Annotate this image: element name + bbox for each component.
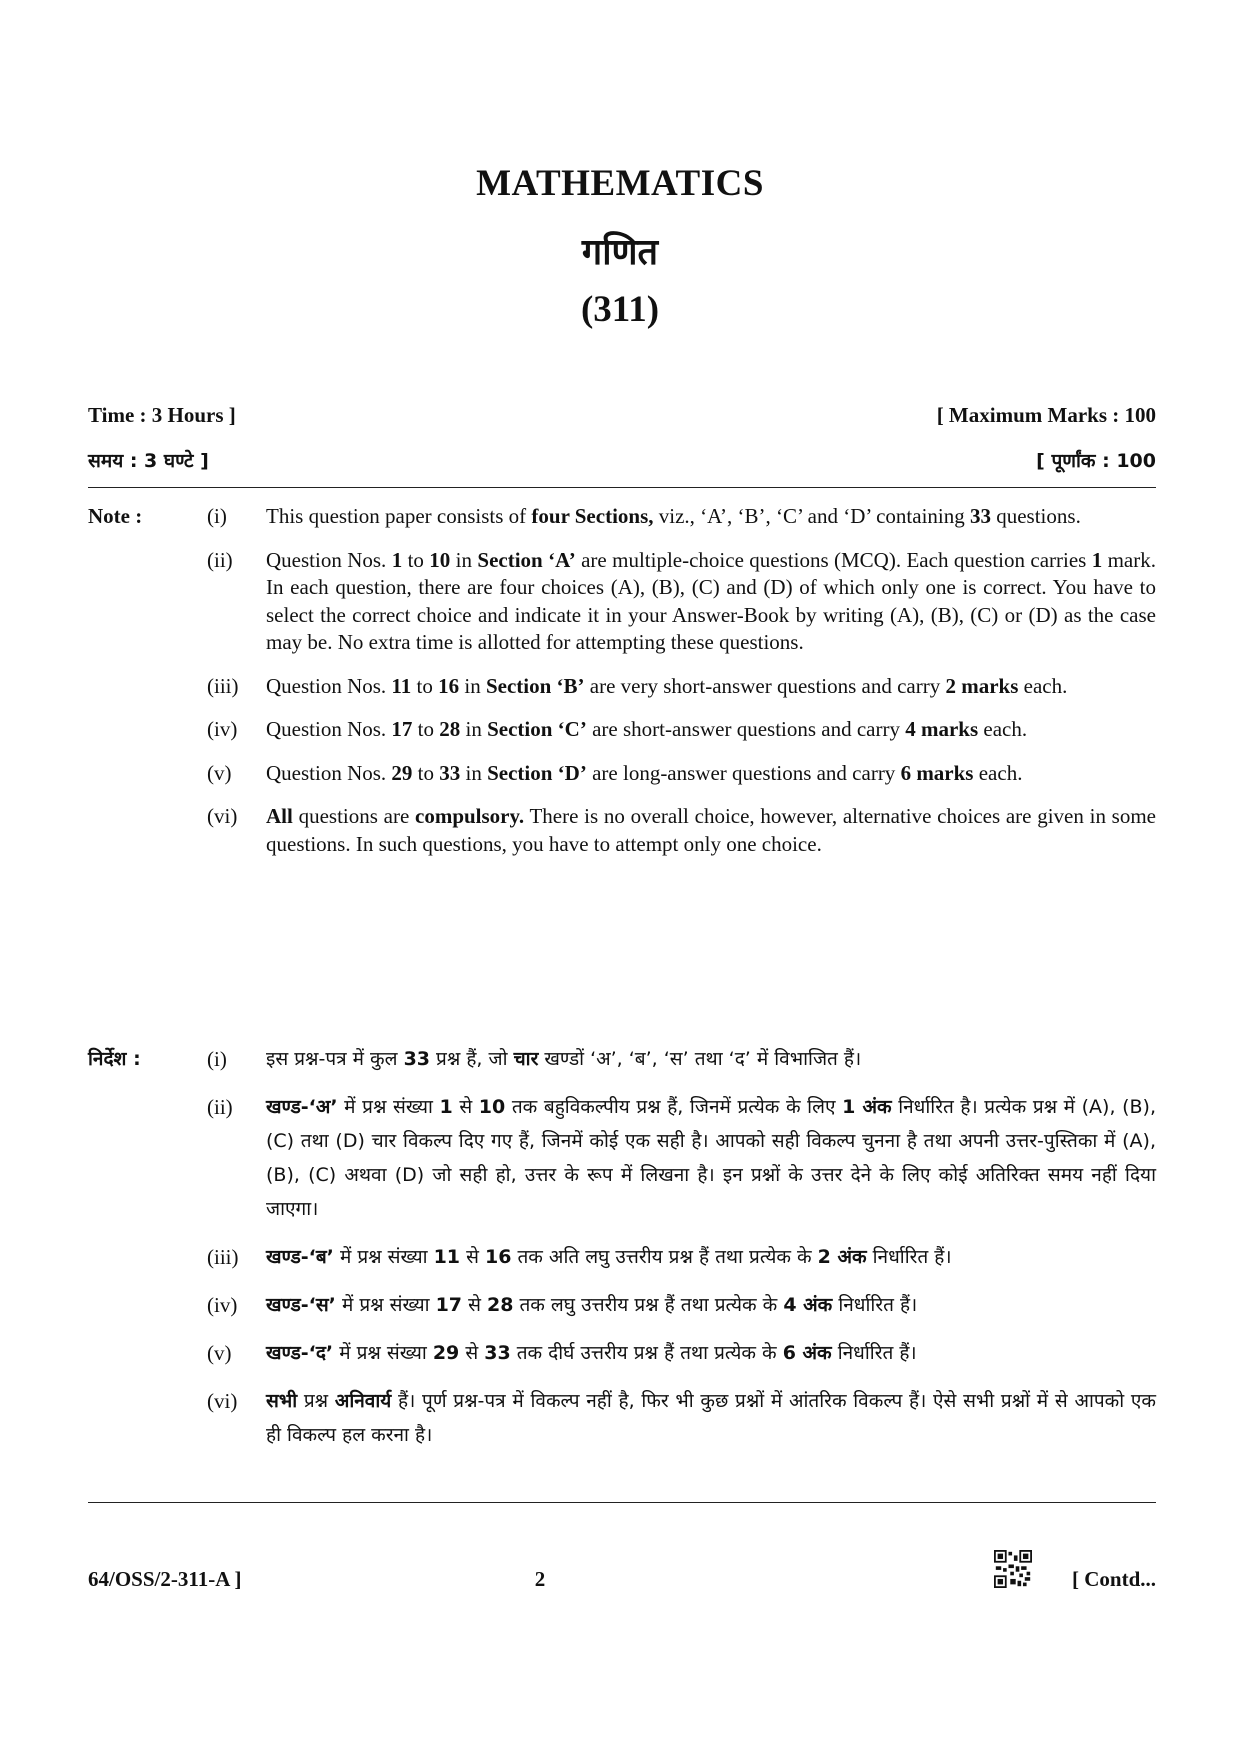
note-number: (iv) <box>207 1293 238 1317</box>
note-number: (iii) <box>207 1245 239 1269</box>
time-hindi: समय : 3 घण्टे ] <box>88 450 209 472</box>
notes-hindi <box>88 1042 1156 1466</box>
note-number: (i) <box>207 1047 227 1071</box>
notes-english <box>88 503 1156 874</box>
marks-english: [ Maximum Marks : 100 <box>936 403 1156 427</box>
paper-code: 64/OSS/2-311-A ] <box>88 1567 242 1591</box>
note-text: खण्ड-‘अ’ में प्रश्न संख्या 1 से 10 तक बहुविकल्पीय प्रश्न हैं, जिनमें प्रत्येक के लिए 1 अंक निर्धारित है। प्रत्येक प्रश्न में (A), (B), (C) तथा (D) चार विकल्प दिए गए हैं, जिनमें कोई एक सही है। आपको सही विकल्प चुनना है तथा अपनी उत्तर-पुस्तिका में (A), (B), (C) अथवा (D) जो सही हो, उत्तर के रूप में लिखना है। इन प्रश्नों के उत्तर देने के लिए कोई अतिरिक्त समय नहीं दिया जाएगा। <box>266 1096 1156 1220</box>
note-text: Question Nos. 1 to 10 in Section ‘A’ are multiple-choice questions (MCQ). Each question carries 1 mark. In each question, there are four choices (A), (B), (C) and (D) of which only one is correct. You have to select the correct choice and indicate it in your Answer-Book by writing (A), (B), (C) or (D) as the case may be. No extra time is allotted for attempting these questions. <box>266 547 1157 654</box>
note-text: खण्ड-‘ब’ में प्रश्न संख्या 11 से 16 तक अति लघु उत्तरीय प्रश्न हैं तथा प्रत्येक के 2 अंक निर्धारित हैं। <box>266 1246 952 1268</box>
note-item <box>88 1240 1156 1274</box>
time-english: Time : 3 Hours ] <box>88 403 236 427</box>
note-item <box>88 547 1156 657</box>
note-label: Note : <box>88 504 143 528</box>
note-number: (ii) <box>207 547 233 572</box>
subject-code: (311) <box>580 289 660 330</box>
note-item <box>88 1336 1156 1370</box>
note-number: (iv) <box>207 717 238 741</box>
note-text: All questions are compulsory. There is no overall choice, however, alternative choices are given in some questions. In such questions, you have to attempt only one choice. <box>266 804 1156 856</box>
note-number: (vi) <box>207 804 238 828</box>
note-item <box>88 1090 1156 1226</box>
note-item <box>88 503 1156 531</box>
note-number: (v) <box>207 1341 232 1365</box>
qr-code-icon <box>994 1550 1032 1588</box>
note-text: This question paper consists of four Sections, viz., ‘A’, ‘B’, ‘C’ and ‘D’ containing 33 questions. <box>266 504 1081 528</box>
note-number: (iii) <box>207 673 239 698</box>
note-number: (vi) <box>207 1389 238 1413</box>
page-number: 2 <box>534 1567 546 1591</box>
note-item <box>88 760 1156 788</box>
subject-title-hindi: गणित <box>581 232 659 273</box>
marks-hindi: [ पूर्णांक : 100 <box>1036 450 1156 472</box>
note-text: खण्ड-‘स’ में प्रश्न संख्या 17 से 28 तक लघु उत्तरीय प्रश्न हैं तथा प्रत्येक के 4 अंक निर्धारित हैं। <box>266 1294 918 1316</box>
note-label: निर्देश : <box>88 1048 141 1070</box>
top-divider <box>88 487 1156 488</box>
note-text: सभी प्रश्न अनिवार्य हैं। पूर्ण प्रश्न-पत्र में विकल्प नहीं है, फिर भी कुछ प्रश्नों में आंतरिक विकल्प हैं। ऐसे सभी प्रश्नों में से आपको एक ही विकल्प हल करना है। <box>266 1390 1156 1446</box>
subject-title: MATHEMATICS <box>476 163 764 204</box>
note-item <box>88 1288 1156 1322</box>
note-text: Question Nos. 17 to 28 in Section ‘C’ are short-answer questions and carry 4 marks each. <box>266 717 1028 741</box>
bottom-divider <box>88 1502 1156 1503</box>
note-text: Question Nos. 11 to 16 in Section ‘B’ are very short-answer questions and carry 2 marks each. <box>266 673 1068 698</box>
note-number: (i) <box>207 504 227 528</box>
note-item <box>88 1042 1156 1076</box>
note-number: (ii) <box>207 1095 233 1119</box>
continued-label: [ Contd... <box>1071 1567 1156 1591</box>
note-item <box>88 1384 1156 1452</box>
note-item <box>88 716 1156 744</box>
note-text: Question Nos. 29 to 33 in Section ‘D’ are long-answer questions and carry 6 marks each. <box>266 760 1023 785</box>
note-number: (v) <box>207 760 232 785</box>
note-item <box>88 803 1156 858</box>
note-item <box>88 673 1156 701</box>
note-text: इस प्रश्न-पत्र में कुल 33 प्रश्न हैं, जो चार खण्डों ‘अ’, ‘ब’, ‘स’ तथा ‘द’ में विभाजित हैं। <box>266 1048 862 1070</box>
note-text: खण्ड-‘द’ में प्रश्न संख्या 29 से 33 तक दीर्घ उत्तरीय प्रश्न हैं तथा प्रत्येक के 6 अंक निर्धारित हैं। <box>266 1342 917 1364</box>
